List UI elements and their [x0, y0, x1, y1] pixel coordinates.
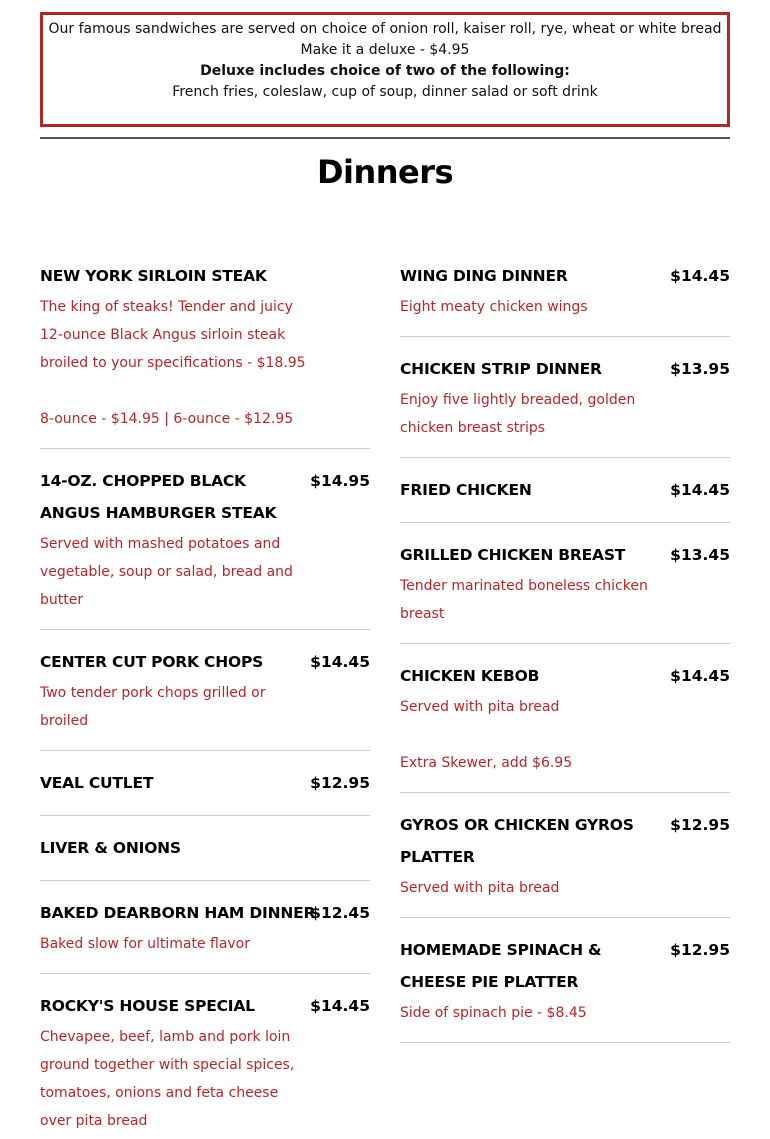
page-title: Dinners [316, 153, 454, 191]
menu-item-price: $14.45 [310, 653, 370, 671]
item-divider [400, 457, 730, 458]
menu-item-name: CHICKEN KEBOB [400, 667, 540, 685]
menu-item-description: Side of spinach pie - $8.45 [400, 1005, 587, 1021]
menu-item-price: $14.95 [310, 472, 370, 490]
item-divider [40, 448, 370, 449]
notice-deluxe-heading: Deluxe includes choice of two of the following: [200, 63, 570, 79]
menu-item-name: ROCKY'S HOUSE SPECIAL [40, 997, 255, 1015]
menu-item-name: LIVER & ONIONS [40, 839, 181, 857]
menu-item-description: Tender marinated boneless chicken breast [400, 578, 648, 622]
menu-item-note: 8-ounce - $14.95 | 6-ounce - $12.95 [40, 411, 294, 427]
menu-item-note: Extra Skewer, add $6.95 [400, 755, 573, 771]
item-divider [400, 792, 730, 793]
menu-item-price: $13.95 [670, 360, 730, 378]
item-divider [400, 643, 730, 644]
menu-item-price: $12.95 [670, 941, 730, 959]
menu-item-description: Enjoy five lightly breaded, golden chicken breast strips [400, 392, 636, 436]
item-divider [400, 336, 730, 337]
item-divider [400, 917, 730, 918]
item-divider [40, 815, 370, 816]
item-divider [40, 880, 370, 881]
notice-deluxe-price: Make it a deluxe - $4.95 [300, 42, 470, 58]
notice-bread-choice: Our famous sandwiches are served on choice of onion roll, kaiser roll, rye, wheat or white bread [48, 21, 722, 37]
menu-item-price: $12.45 [310, 904, 370, 922]
menu-item-price: $12.95 [670, 816, 730, 834]
menu-item-name: NEW YORK SIRLOIN STEAK [40, 267, 267, 285]
menu-item-name: GYROS OR CHICKEN GYROS PLATTER [400, 816, 634, 866]
menu-item-name: CENTER CUT PORK CHOPS [40, 653, 264, 671]
sandwich-notice-box [40, 12, 730, 127]
menu-item-description: The king of steaks! Tender and juicy 12-ounce Black Angus sirloin steak broiled to your specifications - $18.95 [40, 299, 306, 371]
menu-item-description: Served with mashed potatoes and vegetable, soup or salad, bread and butter [40, 536, 293, 608]
menu-item-name: GRILLED CHICKEN BREAST [400, 546, 626, 564]
menu-item-name: CHICKEN STRIP DINNER [400, 360, 602, 378]
menu-item-name: 14-OZ. CHOPPED BLACK ANGUS HAMBURGER STEAK [40, 472, 277, 522]
menu-item-price: $12.95 [310, 774, 370, 792]
menu-item-description: Two tender pork chops grilled or broiled [40, 685, 266, 729]
menu-item-price: $14.45 [310, 997, 370, 1015]
menu-item-price: $14.45 [670, 667, 730, 685]
menu-item-price: $14.45 [670, 267, 730, 285]
item-divider [40, 973, 370, 974]
menu-item-name: FRIED CHICKEN [400, 481, 532, 499]
menu-item-description: Chevapee, beef, lamb and pork loin ground together with special spices, tomatoes, onions and feta cheese over pita bread [40, 1029, 295, 1129]
menu-item-description: Served with pita bread [400, 880, 560, 896]
menu-item-description: Served with pita bread [400, 699, 560, 715]
menu-item-description: Baked slow for ultimate flavor [40, 936, 251, 952]
item-divider [40, 750, 370, 751]
menu-item-name: BAKED DEARBORN HAM DINNER [40, 904, 316, 922]
notice-deluxe-options: French fries, coleslaw, cup of soup, dinner salad or soft drink [172, 84, 598, 100]
menu-item-price: $13.45 [670, 546, 730, 564]
menu-item-description: Eight meaty chicken wings [400, 299, 588, 315]
item-divider [400, 522, 730, 523]
menu-item-name: VEAL CUTLET [40, 774, 154, 792]
section-divider [40, 137, 730, 139]
menu-item-name: HOMEMADE SPINACH & CHEESE PIE PLATTER [400, 941, 602, 991]
item-divider [400, 1042, 730, 1043]
menu-item-name: WING DING DINNER [400, 267, 568, 285]
item-divider [40, 629, 370, 630]
menu-item-price: $14.45 [670, 481, 730, 499]
